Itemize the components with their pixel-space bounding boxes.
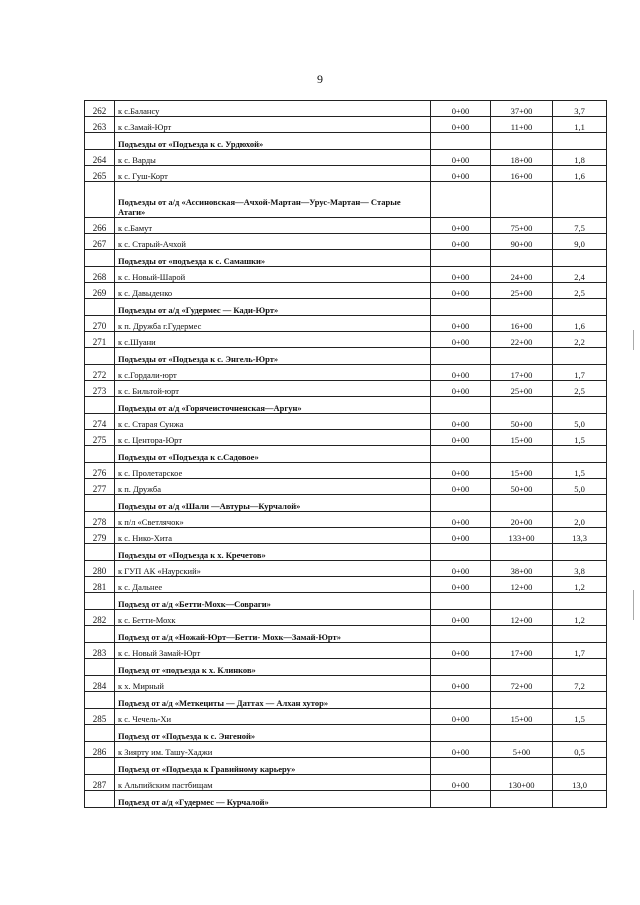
start-km-cell: 0+00 [431, 561, 491, 577]
table-row [85, 479, 607, 495]
end-km-cell: 20+00 [491, 512, 553, 528]
road-name-cell: к с. Чечель-Хи [115, 709, 431, 725]
road-name-cell: Подъезд от а/д «Гудермес — Курчалой» [115, 791, 431, 808]
length-cell [553, 299, 607, 316]
start-km-cell [431, 495, 491, 512]
length-cell: 1,7 [553, 643, 607, 659]
road-name-cell: Подъезды от а/д «Шали —Автуры—Курчалой» [115, 495, 431, 512]
road-name-cell: Подъезд от а/д «Ножай-Юрт—Бетти- Мохк—Замай-Юрт» [115, 626, 431, 643]
start-km-cell [431, 397, 491, 414]
row-number-cell [85, 791, 115, 808]
length-cell [553, 495, 607, 512]
start-km-cell: 0+00 [431, 643, 491, 659]
length-cell [553, 250, 607, 267]
table-row [85, 218, 607, 234]
end-km-cell [491, 725, 553, 742]
table-row [85, 316, 607, 332]
section-header-row [85, 250, 607, 267]
road-name-cell: Подъезд от «подъезда к х. Клинков» [115, 659, 431, 676]
start-km-cell: 0+00 [431, 332, 491, 348]
section-header-row [85, 348, 607, 365]
length-cell: 2,2 [553, 332, 607, 348]
road-name-cell: к Зиярту им. Ташу-Хаджи [115, 742, 431, 758]
road-name-cell: к с. Новый-Шарой [115, 267, 431, 283]
section-header-row [85, 495, 607, 512]
length-cell: 13,3 [553, 528, 607, 544]
row-number-cell: 276 [85, 463, 115, 479]
length-cell [553, 692, 607, 709]
section-header-row [85, 446, 607, 463]
road-name-cell: Подъезд от а/д «Меткециты — Даттах — Алхан хутор» [115, 692, 431, 709]
start-km-cell: 0+00 [431, 218, 491, 234]
length-cell: 2,4 [553, 267, 607, 283]
row-number-cell: 267 [85, 234, 115, 250]
road-name-cell: к с. Пролетарское [115, 463, 431, 479]
start-km-cell: 0+00 [431, 528, 491, 544]
road-name-cell: Подъезды от «подъезда к с. Самашки» [115, 250, 431, 267]
length-cell: 1,2 [553, 610, 607, 626]
section-header-row [85, 182, 607, 218]
length-cell: 2,5 [553, 381, 607, 397]
length-cell: 5,0 [553, 414, 607, 430]
section-header-row [85, 544, 607, 561]
start-km-cell: 0+00 [431, 577, 491, 593]
road-name-cell: Подъезды от «Подъезда к х. Кречетов» [115, 544, 431, 561]
roads-table [84, 100, 607, 808]
row-number-cell [85, 544, 115, 561]
end-km-cell [491, 133, 553, 150]
table-row [85, 463, 607, 479]
length-cell: 9,0 [553, 234, 607, 250]
end-km-cell [491, 299, 553, 316]
section-header-row [85, 299, 607, 316]
row-number-cell [85, 626, 115, 643]
start-km-cell: 0+00 [431, 610, 491, 626]
table-row [85, 577, 607, 593]
end-km-cell: 37+00 [491, 101, 553, 117]
row-number-cell: 266 [85, 218, 115, 234]
margin-mark [633, 330, 634, 350]
end-km-cell [491, 182, 553, 218]
length-cell: 1,6 [553, 316, 607, 332]
start-km-cell: 0+00 [431, 117, 491, 133]
row-number-cell: 264 [85, 150, 115, 166]
length-cell: 5,0 [553, 479, 607, 495]
start-km-cell [431, 593, 491, 610]
start-km-cell: 0+00 [431, 166, 491, 182]
row-number-cell: 274 [85, 414, 115, 430]
end-km-cell: 25+00 [491, 381, 553, 397]
end-km-cell [491, 495, 553, 512]
start-km-cell: 0+00 [431, 316, 491, 332]
row-number-cell: 265 [85, 166, 115, 182]
end-km-cell: 25+00 [491, 283, 553, 299]
length-cell [553, 758, 607, 775]
start-km-cell [431, 692, 491, 709]
length-cell: 1,5 [553, 709, 607, 725]
length-cell: 7,2 [553, 676, 607, 692]
table-row [85, 643, 607, 659]
end-km-cell: 133+00 [491, 528, 553, 544]
road-name-cell: к с. Дальнее [115, 577, 431, 593]
road-name-cell: к п. Дружба г.Гудермес [115, 316, 431, 332]
end-km-cell [491, 791, 553, 808]
start-km-cell [431, 348, 491, 365]
road-name-cell: к п/л «Светлячок» [115, 512, 431, 528]
end-km-cell: 15+00 [491, 709, 553, 725]
section-header-row [85, 725, 607, 742]
table-row [85, 365, 607, 381]
start-km-cell [431, 544, 491, 561]
section-header-row [85, 626, 607, 643]
end-km-cell [491, 692, 553, 709]
row-number-cell: 287 [85, 775, 115, 791]
length-cell: 13,0 [553, 775, 607, 791]
section-header-row [85, 659, 607, 676]
row-number-cell [85, 659, 115, 676]
section-header-row [85, 791, 607, 808]
road-name-cell: к с. Нико-Хита [115, 528, 431, 544]
road-name-cell: к с.Балансу [115, 101, 431, 117]
start-km-cell: 0+00 [431, 234, 491, 250]
end-km-cell [491, 758, 553, 775]
row-number-cell [85, 446, 115, 463]
row-number-cell: 282 [85, 610, 115, 626]
row-number-cell: 283 [85, 643, 115, 659]
row-number-cell: 273 [85, 381, 115, 397]
length-cell: 0,5 [553, 742, 607, 758]
road-name-cell: Подъезды от «Подъезда к с. Энгель-Юрт» [115, 348, 431, 365]
table-row [85, 561, 607, 577]
row-number-cell [85, 692, 115, 709]
road-name-cell: Подъезды от а/д «Горячеисточненская—Аргун» [115, 397, 431, 414]
row-number-cell: 275 [85, 430, 115, 446]
table-row [85, 166, 607, 182]
table-row [85, 234, 607, 250]
length-cell [553, 133, 607, 150]
length-cell [553, 182, 607, 218]
section-header-row [85, 758, 607, 775]
length-cell: 1,5 [553, 430, 607, 446]
length-cell: 1,6 [553, 166, 607, 182]
table-row [85, 430, 607, 446]
table-row [85, 414, 607, 430]
section-header-row [85, 397, 607, 414]
road-name-cell: к Альпийским пастбищам [115, 775, 431, 791]
start-km-cell: 0+00 [431, 479, 491, 495]
row-number-cell [85, 758, 115, 775]
end-km-cell: 24+00 [491, 267, 553, 283]
start-km-cell: 0+00 [431, 430, 491, 446]
table-row [85, 512, 607, 528]
length-cell: 1,1 [553, 117, 607, 133]
end-km-cell [491, 544, 553, 561]
row-number-cell: 263 [85, 117, 115, 133]
row-number-cell: 262 [85, 101, 115, 117]
end-km-cell: 18+00 [491, 150, 553, 166]
row-number-cell: 271 [85, 332, 115, 348]
length-cell: 3,8 [553, 561, 607, 577]
start-km-cell: 0+00 [431, 676, 491, 692]
end-km-cell: 90+00 [491, 234, 553, 250]
row-number-cell [85, 182, 115, 218]
end-km-cell: 16+00 [491, 316, 553, 332]
end-km-cell: 15+00 [491, 463, 553, 479]
length-cell [553, 446, 607, 463]
end-km-cell: 11+00 [491, 117, 553, 133]
page-number: 9 [317, 72, 323, 86]
row-number-cell [85, 133, 115, 150]
end-km-cell [491, 659, 553, 676]
end-km-cell: 38+00 [491, 561, 553, 577]
road-name-cell: к с. Бетти-Мохк [115, 610, 431, 626]
end-km-cell: 15+00 [491, 430, 553, 446]
row-number-cell [85, 593, 115, 610]
end-km-cell [491, 626, 553, 643]
table-row [85, 267, 607, 283]
start-km-cell [431, 299, 491, 316]
length-cell [553, 348, 607, 365]
start-km-cell: 0+00 [431, 381, 491, 397]
length-cell: 1,5 [553, 463, 607, 479]
row-number-cell: 272 [85, 365, 115, 381]
row-number-cell: 285 [85, 709, 115, 725]
length-cell [553, 626, 607, 643]
end-km-cell [491, 593, 553, 610]
start-km-cell: 0+00 [431, 283, 491, 299]
road-name-cell: к с.Гордали-юрт [115, 365, 431, 381]
road-name-cell: к п. Дружба [115, 479, 431, 495]
end-km-cell [491, 446, 553, 463]
section-header-row [85, 133, 607, 150]
end-km-cell [491, 397, 553, 414]
road-name-cell: к с.Замай-Юрт [115, 117, 431, 133]
length-cell: 3,7 [553, 101, 607, 117]
start-km-cell: 0+00 [431, 463, 491, 479]
table-row [85, 117, 607, 133]
start-km-cell: 0+00 [431, 775, 491, 791]
start-km-cell [431, 626, 491, 643]
road-name-cell: к ГУП АК «Наурский» [115, 561, 431, 577]
table-row [85, 775, 607, 791]
length-cell [553, 593, 607, 610]
end-km-cell: 12+00 [491, 610, 553, 626]
road-name-cell: к с. Новый Замай-Юрт [115, 643, 431, 659]
road-name-cell: Подъезд от «Подъезда к Гравийному карьеру» [115, 758, 431, 775]
end-km-cell: 50+00 [491, 414, 553, 430]
start-km-cell [431, 182, 491, 218]
row-number-cell [85, 495, 115, 512]
end-km-cell: 5+00 [491, 742, 553, 758]
end-km-cell: 75+00 [491, 218, 553, 234]
end-km-cell: 72+00 [491, 676, 553, 692]
road-name-cell: Подъезд от «Подъезда к с. Энгеной» [115, 725, 431, 742]
table-row [85, 610, 607, 626]
road-name-cell: Подъезды от «Подъезда к с.Садовое» [115, 446, 431, 463]
table-row [85, 676, 607, 692]
length-cell: 2,0 [553, 512, 607, 528]
table-row [85, 381, 607, 397]
section-header-row [85, 692, 607, 709]
road-name-cell: к с. Старая Сунжа [115, 414, 431, 430]
start-km-cell: 0+00 [431, 101, 491, 117]
row-number-cell [85, 397, 115, 414]
road-name-cell: к с.Бамут [115, 218, 431, 234]
row-number-cell: 278 [85, 512, 115, 528]
margin-mark [633, 590, 634, 620]
start-km-cell [431, 758, 491, 775]
end-km-cell: 16+00 [491, 166, 553, 182]
start-km-cell [431, 659, 491, 676]
road-name-cell: Подъезды от а/д «Гудермес — Кади-Юрт» [115, 299, 431, 316]
row-number-cell: 286 [85, 742, 115, 758]
end-km-cell: 130+00 [491, 775, 553, 791]
end-km-cell [491, 348, 553, 365]
road-name-cell: Подъезды от а/д «Ассиновская—Ачхой-Мартан—Урус-Мартан— Старые Атаги» [115, 182, 431, 218]
row-number-cell: 279 [85, 528, 115, 544]
length-cell: 7,5 [553, 218, 607, 234]
start-km-cell: 0+00 [431, 365, 491, 381]
end-km-cell: 17+00 [491, 643, 553, 659]
start-km-cell: 0+00 [431, 512, 491, 528]
table-row [85, 283, 607, 299]
row-number-cell: 284 [85, 676, 115, 692]
start-km-cell [431, 250, 491, 267]
length-cell: 1,8 [553, 150, 607, 166]
table-row [85, 332, 607, 348]
start-km-cell: 0+00 [431, 742, 491, 758]
start-km-cell [431, 791, 491, 808]
table-row [85, 709, 607, 725]
start-km-cell [431, 725, 491, 742]
start-km-cell: 0+00 [431, 709, 491, 725]
section-header-row [85, 593, 607, 610]
road-name-cell: к с. Гуш-Корт [115, 166, 431, 182]
length-cell [553, 397, 607, 414]
length-cell [553, 725, 607, 742]
table-row [85, 742, 607, 758]
end-km-cell: 50+00 [491, 479, 553, 495]
start-km-cell: 0+00 [431, 414, 491, 430]
row-number-cell: 277 [85, 479, 115, 495]
row-number-cell: 281 [85, 577, 115, 593]
row-number-cell: 269 [85, 283, 115, 299]
row-number-cell [85, 725, 115, 742]
start-km-cell [431, 446, 491, 463]
length-cell: 2,5 [553, 283, 607, 299]
length-cell: 1,7 [553, 365, 607, 381]
row-number-cell [85, 250, 115, 267]
road-name-cell: к с. Давыденко [115, 283, 431, 299]
road-name-cell: к с. Варды [115, 150, 431, 166]
end-km-cell: 17+00 [491, 365, 553, 381]
road-name-cell: к с. Центора-Юрт [115, 430, 431, 446]
start-km-cell [431, 133, 491, 150]
table-row [85, 528, 607, 544]
row-number-cell: 268 [85, 267, 115, 283]
row-number-cell [85, 348, 115, 365]
start-km-cell: 0+00 [431, 150, 491, 166]
end-km-cell [491, 250, 553, 267]
table-row [85, 101, 607, 117]
table-row [85, 150, 607, 166]
end-km-cell: 12+00 [491, 577, 553, 593]
road-name-cell: к х. Мирный [115, 676, 431, 692]
length-cell [553, 791, 607, 808]
row-number-cell: 280 [85, 561, 115, 577]
start-km-cell: 0+00 [431, 267, 491, 283]
road-name-cell: Подъезды от «Подъезда к с. Урдюхой» [115, 133, 431, 150]
road-name-cell: к с. Старый-Ачхой [115, 234, 431, 250]
road-name-cell: к с.Шуани [115, 332, 431, 348]
length-cell [553, 659, 607, 676]
row-number-cell [85, 299, 115, 316]
end-km-cell: 22+00 [491, 332, 553, 348]
length-cell [553, 544, 607, 561]
row-number-cell: 270 [85, 316, 115, 332]
length-cell: 1,2 [553, 577, 607, 593]
road-name-cell: к с. Бильтой-юрт [115, 381, 431, 397]
road-name-cell: Подъезд от а/д «Бетти-Мохк—Совраги» [115, 593, 431, 610]
